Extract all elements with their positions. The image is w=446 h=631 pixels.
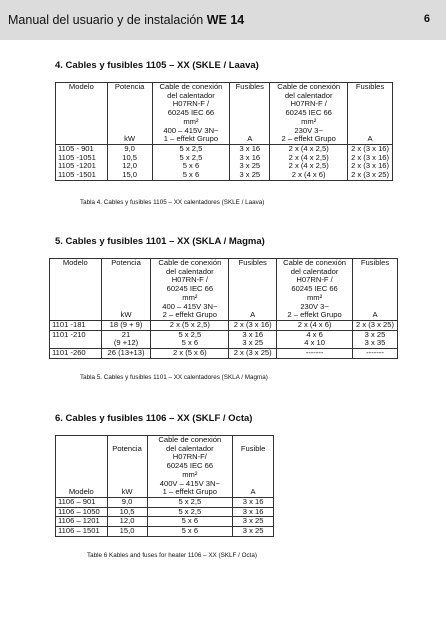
table-cell: 2 x (4 x 2,5) — [270, 145, 348, 154]
header-fusibles2-unit: A — [372, 310, 378, 320]
table-cell: 12,0 — [107, 517, 147, 527]
table-cell-fus2 — [353, 321, 398, 331]
table-cell: 1106 – 1501 — [56, 527, 108, 537]
header-cable1-line: 60245 IEC 66 — [167, 108, 215, 118]
table-row — [56, 162, 393, 171]
table-cell: 1105 - 901 — [56, 145, 108, 154]
table-cell-line: ------- — [366, 348, 384, 358]
table-cell: 2 x (4 x 2,5) — [270, 154, 348, 163]
table-cell-line: 3 x 16 — [242, 329, 264, 339]
header-cell-fusibles1 — [229, 259, 277, 321]
table-cell: 1106 – 1050 — [56, 507, 108, 517]
header-cable1-line: H07RN-F/ — [172, 452, 207, 462]
table-cell-cable1 — [151, 321, 229, 331]
table-cell-line: 26 (13+13) — [107, 348, 145, 358]
table-row — [56, 498, 274, 508]
table-cell-line: ------- — [305, 348, 324, 358]
table-cell-fus2 — [353, 330, 398, 348]
header-cell-modelo — [56, 436, 108, 498]
table-cell-cable2 — [277, 330, 353, 348]
header-cable2-line: 60245 IEC 66 — [291, 284, 338, 294]
header-cell-potencia — [107, 436, 147, 498]
table-cell-line: 4 x 10 — [304, 338, 325, 348]
header-cable2-line: 230V 3~ — [294, 125, 323, 135]
header-cable1-line: mm² — [182, 292, 198, 302]
table-cell: 2 x (3 x 16) — [348, 145, 393, 154]
table-cell: 5 x 2,5 — [147, 507, 233, 517]
header-fusible-unit: A — [250, 487, 256, 497]
table-cell: 1105 -1051 — [56, 154, 108, 163]
cables-table-1106 — [55, 435, 274, 537]
table-cell: 2 x (4 x 6) — [270, 171, 348, 180]
table-row — [56, 145, 393, 154]
header-cable2-line: 60245 IEC 66 — [285, 108, 332, 118]
table-cell-line: 2 x (3 x 25) — [233, 348, 272, 358]
header-potencia: Potencia — [114, 82, 145, 91]
table-cell-line: 2 x (3 x 16) — [233, 320, 272, 330]
table-cell-line: 5 x 6 — [181, 338, 199, 348]
header-cable1-line: del calentador — [165, 266, 214, 276]
header-potencia: Potencia — [111, 258, 141, 267]
header-modelo: Modelo — [62, 258, 88, 267]
section-title-4: 4. Cables y fusibles 1105 – XX (SKLE / Laava) — [55, 60, 259, 71]
document-title-text: Manual del usuario y de instalación — [8, 13, 207, 27]
page-number: 6 — [423, 13, 430, 25]
table-cell: 5 x 6 — [147, 517, 233, 527]
header-cable2-line: mm² — [306, 292, 323, 302]
table-cell: 9,0 — [107, 145, 152, 154]
table-cell: 5 x 6 — [147, 527, 233, 537]
header-cable1 — [151, 259, 229, 321]
header-cell-modelo — [50, 259, 102, 321]
header-cable1-line: Cable de conexión — [158, 435, 222, 444]
section-title-5: 5. Cables y fusibles 1101 – XX (SKLA / Magma) — [55, 236, 265, 247]
header-cell-fusible — [233, 436, 274, 498]
table-cell-line: 4 x 6 — [306, 329, 323, 339]
table-cell: 2 x (3 x 16) — [348, 162, 393, 171]
table-cell: 3 x 25 — [233, 527, 274, 537]
table-row — [56, 154, 393, 163]
table-cell: 5 x 2,5 — [152, 145, 230, 154]
header-fusibles2: Fusibles — [360, 258, 390, 267]
table-cell: 3 x 16 — [230, 154, 270, 163]
header-cell-potencia — [101, 259, 151, 321]
table-row — [56, 171, 393, 180]
header-cable2-line: H07RN-F / — [290, 99, 327, 109]
header-fusibles1: Fusibles — [238, 258, 267, 267]
table-cell: 1105 -1201 — [56, 162, 108, 171]
document-title — [8, 13, 244, 27]
table-row — [56, 527, 274, 537]
header-cable2-line: 230V 3~ — [300, 301, 329, 311]
table-cell-cable1 — [151, 349, 229, 359]
table-cell-line: 2 x (5 x 2,5) — [169, 320, 210, 330]
header-cell-fusibles2 — [348, 83, 393, 145]
header-potencia-unit: kW — [124, 134, 136, 144]
header-cable2-line: 2 – effekt Grupo — [281, 134, 336, 144]
table-cell-line: 3 x 25 — [364, 329, 386, 339]
header-fusibles2: Fusibles — [355, 82, 385, 91]
table-cell: 5 x 6 — [152, 171, 230, 180]
table-cell: 5 x 2,5 — [147, 498, 233, 508]
section-title-6: 6. Cables y fusibles 1106 – XX (SKLF / Octa) — [55, 413, 253, 424]
table-cell-modelo: 1101 -181 — [50, 321, 102, 331]
header-cable2 — [277, 259, 353, 321]
header-row — [56, 436, 274, 498]
table-cell-line: 21 — [121, 329, 131, 339]
header-cable1 — [147, 436, 233, 498]
table-cell: 10,5 — [107, 507, 147, 517]
table-cell: 3 x 16 — [233, 498, 274, 508]
table-cell: 1105 -1501 — [56, 171, 108, 180]
table-cell-line: 2 x (3 x 25) — [356, 320, 394, 330]
header-cable1-line: 2 – effekt Grupo — [162, 310, 217, 320]
header-cell-potencia — [107, 83, 152, 145]
header-cable1-line: mm² — [183, 116, 199, 126]
cables-table-1105 — [55, 82, 393, 181]
header-cable2-line: mm² — [301, 116, 317, 126]
header-cable1-line: del calentador — [167, 90, 215, 100]
header-cell-fusibles1 — [230, 83, 270, 145]
table-caption-5: Tabla 5. Cables y fusibles 1101 – XX calentadores (SKLA / Magma) — [80, 374, 268, 381]
header-cable2-line: Cable de conexión — [283, 258, 347, 267]
header-fusibles2-unit: A — [367, 134, 373, 144]
header-cable1-line: 400V – 415V 3N~ — [159, 478, 220, 488]
header-cable1-line: H07RN-F / — [171, 275, 208, 285]
cables-table-1101 — [49, 258, 398, 359]
table-cell: 3 x 25 — [230, 171, 270, 180]
table-cell-line: 18 (9 + 9) — [109, 320, 143, 330]
header-cable1-line: del calentador — [165, 443, 214, 453]
table-cell-line: (9 +12) — [113, 338, 139, 348]
header-potencia-unit: kW — [120, 310, 132, 320]
header-row — [50, 259, 398, 321]
table-cell: 2 x (4 x 2,5) — [270, 162, 348, 171]
header-cable1-line: 400 – 415V 3N~ — [162, 301, 218, 311]
header-cable2-line: Cable de conexión — [277, 82, 341, 91]
header-cable2-line: del calentador — [284, 90, 333, 100]
table-cell: 3 x 16 — [230, 145, 270, 154]
table-cell-line: 3 x 35 — [364, 338, 386, 348]
header-cable1-line: mm² — [182, 469, 198, 479]
table-cell: 15,0 — [107, 527, 147, 537]
header-cable1-line: 60245 IEC 66 — [166, 461, 214, 471]
page-header — [0, 0, 446, 40]
table-cell-fus1 — [229, 349, 277, 359]
header-cable1-line: Cable de conexión — [158, 258, 222, 267]
table-cell-line: 2 x (5 x 6) — [172, 348, 207, 358]
header-potencia-unit: kW — [121, 487, 133, 497]
table-caption-6: Table 6 Kables and fuses for heater 1106 – XX (SKLF / Octa) — [87, 552, 257, 559]
table-cell-cable2 — [277, 349, 353, 359]
table-cell: 9,0 — [107, 498, 147, 508]
header-modelo: Modelo — [68, 82, 94, 91]
header-cell-fusibles2 — [353, 259, 398, 321]
header-fusible: Fusible — [240, 444, 266, 453]
header-cable2-line: 2 – effekt Grupo — [287, 310, 342, 320]
table-cell-potencia — [101, 321, 151, 331]
table-cell-line: 2 x (4 x 6) — [297, 320, 332, 330]
table-cell-fus2 — [353, 349, 398, 359]
table-cell-line: 5 x 2,5 — [178, 329, 202, 339]
header-cable2 — [270, 83, 348, 145]
table-cell: 2 x (3 x 25) — [348, 171, 393, 180]
header-cable1-line: 1 – effekt Grupo — [162, 487, 217, 497]
table-cell-fus1 — [229, 321, 277, 331]
table-cell: 5 x 6 — [152, 162, 230, 171]
table-cell-potencia — [101, 349, 151, 359]
table-cell: 2 x (3 x 16) — [348, 154, 393, 163]
header-cable1-line: Cable de conexión — [159, 82, 223, 91]
header-cable1-line: H07RN-F / — [172, 99, 210, 109]
table-cell: 15,0 — [107, 171, 152, 180]
header-cable1 — [152, 83, 230, 145]
table-row — [50, 321, 398, 331]
header-cable1-line: 1 – effekt Grupo — [163, 134, 219, 144]
header-cable2-line: del calentador — [290, 266, 339, 276]
table-caption-4: Tabla 4. Cables y fusibles 1105 – XX calentadores (SKLE / Laava) — [80, 199, 265, 206]
table-cell: 5 x 2,5 — [152, 154, 230, 163]
table-cell-potencia — [101, 330, 151, 348]
table-row — [50, 349, 398, 359]
header-row — [56, 83, 393, 145]
header-cable2-line: H07RN-F / — [296, 275, 333, 285]
header-cable1-line: 400 – 415V 3N~ — [163, 125, 219, 135]
table-cell: 1106 – 1201 — [56, 517, 108, 527]
table-cell-cable1 — [151, 330, 229, 348]
table-row — [50, 330, 398, 348]
table-cell-fus1 — [229, 330, 277, 348]
table-cell-modelo: 1101 -210 — [50, 330, 102, 348]
table-cell-line: 3 x 25 — [242, 338, 264, 348]
table-cell: 3 x 25 — [233, 517, 274, 527]
table-cell: 12,0 — [107, 162, 152, 171]
table-cell: 1106 – 901 — [56, 498, 108, 508]
table-cell: 10,5 — [107, 154, 152, 163]
table-cell: 3 x 25 — [230, 162, 270, 171]
header-fusibles1-unit: A — [247, 134, 253, 144]
header-fusibles1-unit: A — [250, 310, 256, 320]
document-model: WE 14 — [206, 13, 245, 27]
table-cell-modelo: 1101 -260 — [50, 349, 102, 359]
header-fusibles1: Fusibles — [235, 82, 264, 91]
table-cell-cable2 — [277, 321, 353, 331]
table-cell: 3 x 16 — [233, 507, 274, 517]
header-modelo: Modelo — [68, 487, 94, 497]
header-cable1-line: 60245 IEC 66 — [166, 284, 214, 294]
header-cell-modelo — [56, 83, 108, 145]
header-potencia: Potencia — [112, 444, 142, 453]
